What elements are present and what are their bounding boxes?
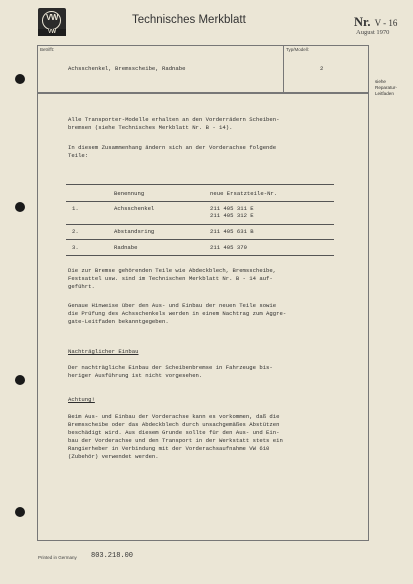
- logo-brand: VW: [38, 29, 66, 36]
- table-row-name: Achsschenkel: [114, 205, 155, 212]
- text-line: Bremsscheibe oder das Abdeckblech durch unsachgemäßes Abstützen: [68, 421, 280, 428]
- table-row-num: 1.: [72, 205, 79, 212]
- table-header-parts: neue Ersatzteile-Nr.: [210, 190, 278, 197]
- table-row-part: 211 405 631 B: [210, 228, 254, 235]
- text-line: Der nachträgliche Einbau der Scheibenbremse in Fahrzeuge bis-: [68, 364, 273, 371]
- table-row-num: 3.: [72, 244, 79, 251]
- side-note-line: Leitfaden: [375, 91, 394, 96]
- nr-value: V - 16: [374, 18, 398, 28]
- table-row-part: 211 405 311 E: [210, 205, 254, 212]
- paragraph-brake-parts: [68, 267, 276, 291]
- text-line: Teile:: [68, 152, 89, 159]
- info-divider: [283, 45, 284, 93]
- text-line: bremsen (siehe Technisches Merkblatt Nr. B - 14).: [68, 124, 233, 131]
- side-note: [375, 79, 397, 97]
- table-row-name: Radnabe: [114, 244, 138, 251]
- vw-logo: [38, 8, 66, 36]
- table-row-part: 211 405 379: [210, 244, 247, 251]
- text-line: geführt.: [68, 283, 95, 290]
- nr-label: Nr.: [354, 15, 371, 29]
- heading-attention: Achtung!: [68, 396, 95, 403]
- text-line: Die zur Bremse gehörenden Teile wie Abdeckblech, Bremsscheibe,: [68, 267, 277, 274]
- table-rule: [66, 201, 334, 202]
- table-header-name: Benennung: [114, 190, 145, 197]
- typ-label: Typ/Modell:: [286, 47, 310, 52]
- text-line: Beim Aus- und Einbau der Vorderachse kann es vorkommen, daß die: [68, 413, 280, 420]
- text-line: Festsattel usw. sind im Technischen Merkblatt Nr. B - 14 auf-: [68, 275, 273, 282]
- document-title: Technisches Merkblatt: [132, 14, 246, 26]
- betrifft-label: Betrifft:: [40, 47, 55, 52]
- logo-glyph: VW: [46, 13, 58, 22]
- table-rule: [66, 184, 334, 185]
- footer-number: 803.218.00: [91, 552, 134, 560]
- paragraph-changes: [68, 144, 276, 160]
- text-line: In diesem Zusammenhang ändern sich an der Vorderachse folgende: [68, 144, 277, 151]
- punch-hole: [15, 74, 25, 84]
- text-line: (Zubehör) verwendet werden.: [68, 453, 159, 460]
- table-rule: [66, 255, 334, 256]
- paragraph-instructions: [68, 302, 286, 326]
- text-line: Alle Transporter-Modelle erhalten an den Vorderrädern Scheiben-: [68, 116, 280, 123]
- paragraph-attention: [68, 413, 283, 461]
- text-line: gate-Leitfaden bekanntgegeben.: [68, 318, 169, 325]
- side-note-line: siehe: [375, 79, 386, 84]
- side-note-line: Reparatur-: [375, 85, 397, 90]
- text-line: beschädigt wird. Aus diesem Grunde sollte für den Aus- und Ein-: [68, 429, 280, 436]
- table-row-name: Abstandsring: [114, 228, 155, 235]
- footer-printed: Printed in Germany: [38, 555, 77, 560]
- text-line: bau der Vorderachse und den Transport in der Werkstatt stets ein: [68, 437, 283, 444]
- punch-hole: [15, 375, 25, 385]
- punch-hole: [15, 202, 25, 212]
- punch-hole: [15, 507, 25, 517]
- paragraph-retrofit: [68, 364, 273, 380]
- text-line: heriger Ausführung ist nicht vorgesehen.: [68, 372, 203, 379]
- table-row-part: 211 405 312 E: [210, 212, 254, 219]
- table-row-num: 2.: [72, 228, 79, 235]
- parts-table: [66, 184, 334, 260]
- document-date: August 1970: [356, 29, 390, 36]
- table-rule: [66, 239, 334, 240]
- betrifft-value: Achsschenkel, Bremsscheibe, Radnabe: [68, 65, 186, 72]
- paragraph-intro: [68, 116, 279, 132]
- table-rule: [66, 224, 334, 225]
- text-line: Rangierheber in Verbindung mit der Vorderachsaufnahme VW 610: [68, 445, 270, 452]
- text-line: die Prüfung des Achsschenkels werden in einem Nachtrag zum Aggre-: [68, 310, 287, 317]
- text-line: Genaue Hinweise über den Aus- und Einbau der neuen Teile sowie: [68, 302, 277, 309]
- heading-retrofit: Nachträglicher Einbau: [68, 348, 139, 355]
- typ-value: 2: [320, 65, 324, 72]
